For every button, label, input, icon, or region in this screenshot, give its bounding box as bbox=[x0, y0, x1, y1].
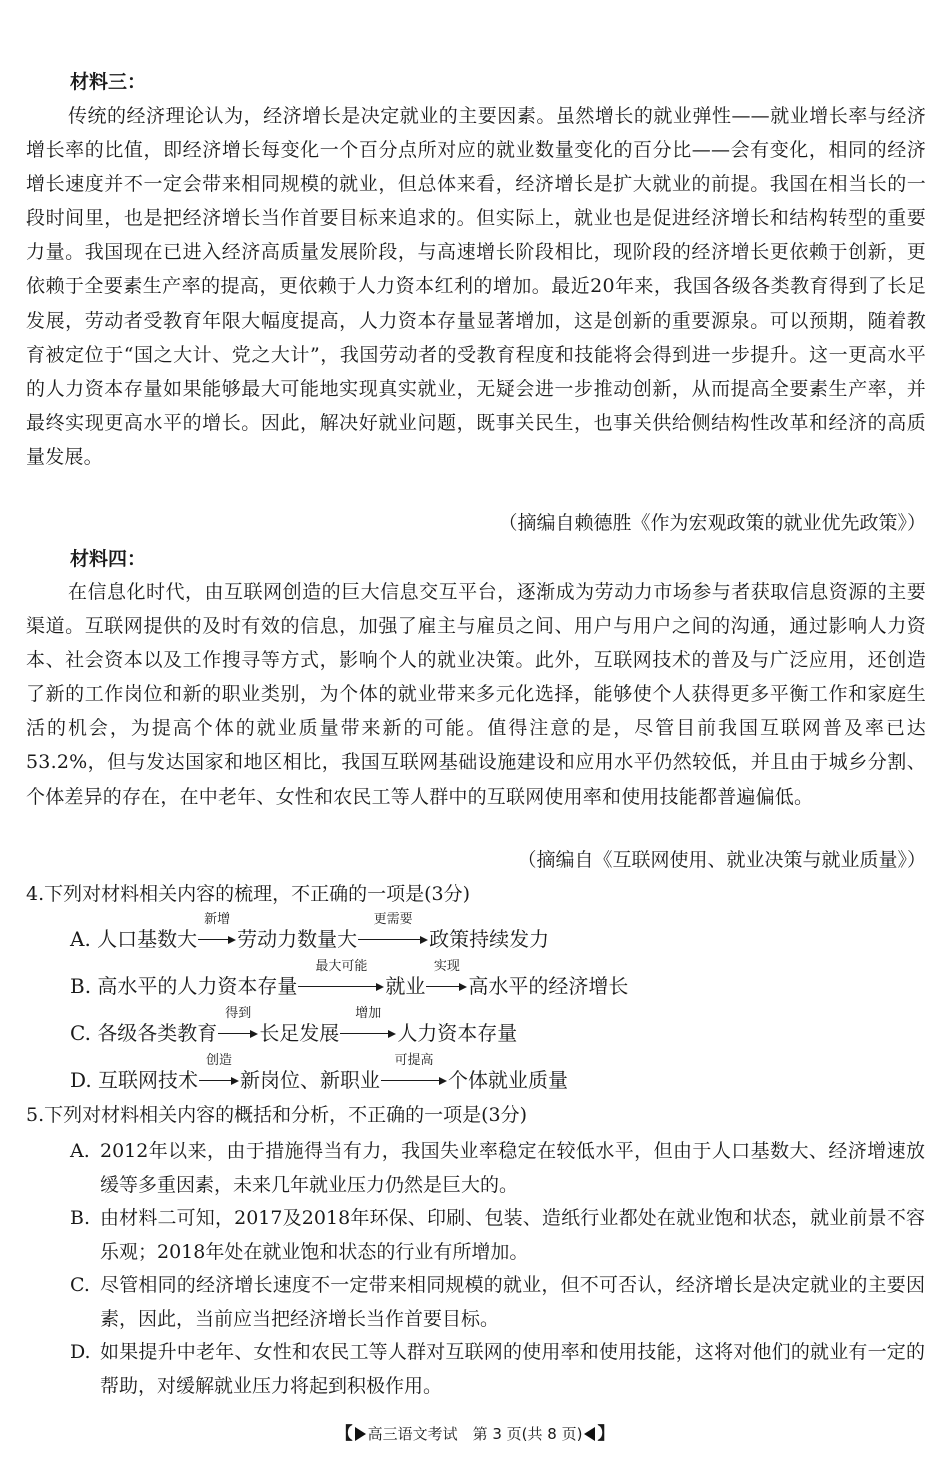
triangle-right-icon bbox=[355, 1427, 366, 1441]
option-letter: D. bbox=[70, 1341, 91, 1363]
option-letter: B. bbox=[70, 1207, 91, 1229]
flow-arrow-label: 更需要 bbox=[373, 912, 413, 927]
flow-arrow bbox=[358, 912, 428, 954]
option-text: 2012年以来，由于措施得当有力，我国失业率稳定在较低水平，但由于人口基数大、经济增速放缓等多重因素，未来几年就业压力仍然是巨大的。 bbox=[100, 1140, 925, 1196]
question-five-option-a bbox=[70, 1134, 925, 1202]
flow-node: 各级各类教育 bbox=[97, 1021, 218, 1045]
option-text: 尽管相同的经济增长速度不一定带来相同规模的就业，但不可否认，经济增长是决定就业的主要因素，因此，当前应当把经济增长当作首要目标。 bbox=[100, 1274, 925, 1330]
flow-arrow-label: 增加 bbox=[355, 1006, 382, 1021]
footer-page-info: 高三语文考试 第 3 页(共 8 页) bbox=[367, 1425, 583, 1443]
option-text: 如果提升中老年、女性和农民工等人群对互联网的使用率和使用技能，这将对他们的就业有一定的帮助，对缓解就业压力将起到积极作用。 bbox=[100, 1341, 925, 1397]
triangle-left-icon bbox=[584, 1427, 595, 1441]
flow-arrow bbox=[426, 959, 467, 1001]
option-text: 由材料二可知，2017及2018年环保、印刷、包装、造纸行业都处在就业饱和状态，就业前景不容乐观；2018年处在就业饱和状态的行业有所增加。 bbox=[100, 1207, 925, 1263]
flow-node: 人力资本存量 bbox=[397, 1021, 518, 1045]
flow-arrow-label: 可提高 bbox=[394, 1053, 434, 1068]
question-four-option-d bbox=[70, 1053, 569, 1095]
flow-node: 新岗位、新职业 bbox=[240, 1068, 381, 1092]
material-four-title: 材料四： bbox=[70, 548, 147, 570]
flow-arrow bbox=[340, 1006, 396, 1048]
flow-node: 个体就业质量 bbox=[448, 1068, 569, 1092]
page-footer bbox=[0, 1423, 950, 1445]
material-four-body: 在信息化时代，由互联网创造的巨大信息交互平台，逐渐成为劳动力市场参与者获取信息资源的主要渠道。互联网提供的及时有效的信息，加强了雇主与雇员之间、用户与用户之间的沟通，通过影响人力资本、社会资本以及工作搜寻等方式，影响个人的就业决策。此外，互联网技术的普及与广泛应用，还创造了新的工作岗位和新的职业类别，为个体的就业带来多元化选择，能够使个人获得更多平衡工作和家庭生活的机会，为提高个体的就业质量带来新的可能。值得注意的是，尽管目前我国互联网普及率已达53.2%，但与发达国家和地区相比，我国互联网基础设施建设和应用水平仍然较低，并且由于城乡分割、个体差异的存在，在中老年、女性和农民工等人群中的互联网使用率和使用技能都普遍偏低。 bbox=[26, 581, 926, 808]
question-five-option-d bbox=[70, 1335, 925, 1403]
question-four-option-c bbox=[70, 1006, 518, 1048]
flow-arrow bbox=[381, 1053, 447, 1095]
question-four-option-a bbox=[70, 912, 550, 954]
flow-node: 就业 bbox=[385, 974, 426, 998]
flow-arrow-label: 最大可能 bbox=[315, 959, 368, 974]
option-letter: D. bbox=[70, 1068, 92, 1092]
flow-node: 政策持续发力 bbox=[429, 927, 550, 951]
option-letter: C. bbox=[70, 1274, 90, 1296]
flow-node: 互联网技术 bbox=[98, 1068, 199, 1092]
material-four-source: （摘编自《互联网使用、就业决策与就业质量》） bbox=[517, 849, 926, 871]
footer-right-bracket: 】 bbox=[597, 1424, 615, 1444]
flow-arrow bbox=[198, 912, 236, 954]
flow-node: 人口基数大 bbox=[97, 927, 198, 951]
option-letter: C. bbox=[70, 1021, 91, 1045]
material-three-body: 传统的经济理论认为，经济增长是决定就业的主要因素。虽然增长的就业弹性——就业增长率与经济增长率的比值，即经济增长每变化一个百分点所对应的就业数量变化的百分比——会有变化，相同的经济增长速度并不一定会带来相同规模的就业，但总体来看，经济增长是扩大就业的前提。我国在相当长的一段时间里，也是把经济增长当作首要目标来追求的。但实际上，就业也是促进经济增长和结构转型的重要力量。我国现在已进入经济高质量发展阶段，与高速增长阶段相比，现阶段的经济增长更依赖于创新，更依赖于全要素生产率的提高，更依赖于人力资本红利的增加。最近20年来，我国各级各类教育得到了长足发展，劳动者受教育年限大幅度提高，人力资本存量显著增加，这是创新的重要源泉。可以预期，随着教育被定位于“国之大计、党之大计”，我国劳动者的受教育程度和技能将会得到进一步提升。这一更高水平的人力资本存量如果能够最大可能地实现真实就业，无疑会进一步推动创新，从而提高全要素生产率，并最终实现更高水平的增长。因此，解决好就业问题，既事关民生，也事关供给侧结构性改革和经济的高质量发展。 bbox=[26, 105, 926, 468]
option-letter: A. bbox=[70, 927, 91, 951]
option-letter: A. bbox=[70, 1140, 90, 1162]
option-letter: B. bbox=[70, 974, 92, 998]
question-four-option-b bbox=[70, 959, 629, 1001]
question-four-stem: 4.下列对材料相关内容的梳理，不正确的一项是(3分) bbox=[26, 883, 471, 905]
question-five-option-b bbox=[70, 1201, 925, 1269]
flow-arrow bbox=[199, 1053, 239, 1095]
flow-node: 长足发展 bbox=[259, 1021, 340, 1045]
material-three-title: 材料三： bbox=[70, 71, 147, 93]
flow-node: 高水平的人力资本存量 bbox=[97, 974, 298, 998]
flow-arrow bbox=[218, 1006, 258, 1048]
flow-node: 高水平的经济增长 bbox=[468, 974, 629, 998]
flow-arrow-label: 得到 bbox=[225, 1006, 252, 1021]
flow-node: 劳动力数量大 bbox=[237, 927, 358, 951]
flow-arrow-label: 实现 bbox=[433, 959, 460, 974]
flow-arrow-label: 创造 bbox=[206, 1053, 233, 1068]
question-five-option-c bbox=[70, 1268, 925, 1336]
flow-arrow-label: 新增 bbox=[204, 912, 231, 927]
material-three-source: （摘编自赖德胜《作为宏观政策的就业优先政策》） bbox=[498, 512, 926, 534]
question-five-stem: 5.下列对材料相关内容的概括和分析，不正确的一项是(3分) bbox=[26, 1104, 528, 1126]
footer-left-bracket: 【 bbox=[335, 1424, 353, 1444]
flow-arrow bbox=[298, 959, 384, 1001]
